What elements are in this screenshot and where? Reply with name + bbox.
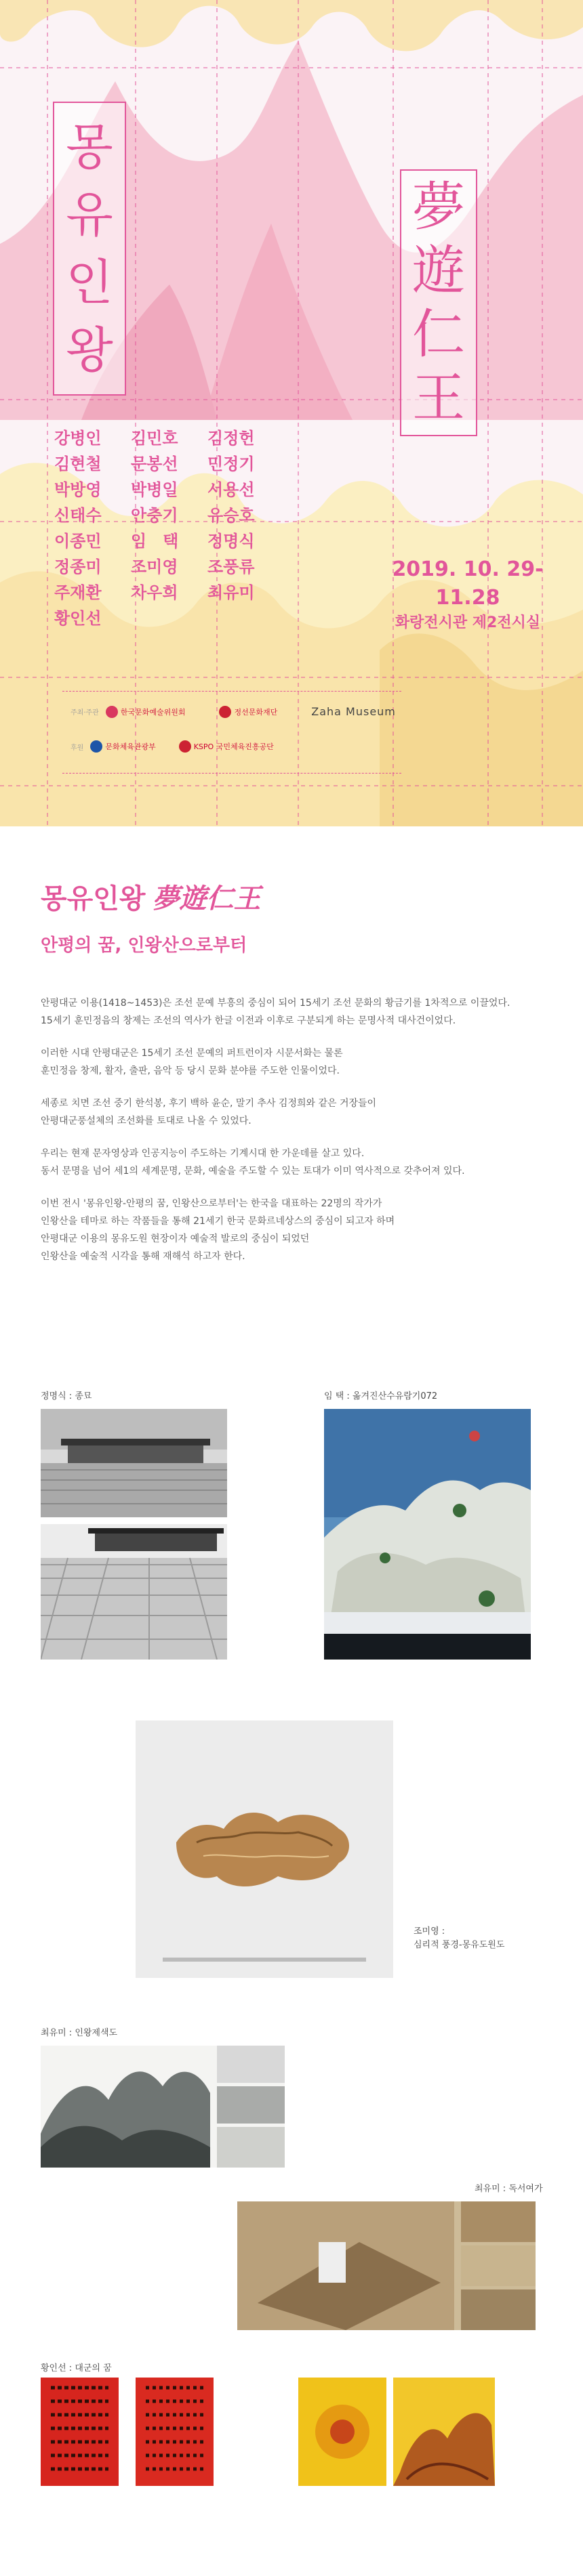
caption-choi-inwang: 최유미 : 인왕제색도 bbox=[41, 2028, 118, 2038]
artist-name: 신태수 bbox=[54, 506, 102, 525]
artist-name: 서용선 bbox=[207, 480, 255, 499]
article-title-hanja: 夢遊仁王 bbox=[152, 883, 261, 914]
exhibition-poster bbox=[0, 0, 583, 826]
article-paragraph: 세종로 치면 조선 중기 한석봉, 후기 백하 윤순, 말기 추사 김정희와 같은 거장들이 안평대군풍설체의 조선화를 토대로 나올 수 있었다. bbox=[41, 1098, 377, 1126]
sponsor-logo-mcst bbox=[90, 740, 155, 753]
arko-logo-icon bbox=[106, 706, 118, 718]
sponsor-row bbox=[71, 740, 274, 753]
sponsor-logos bbox=[62, 691, 401, 774]
artwork-jongmyo-2 bbox=[41, 1524, 227, 1660]
host-logo-arko bbox=[106, 706, 186, 718]
artwork-jo-psychological-landscape bbox=[136, 1720, 393, 1978]
artwork-choi-reading bbox=[237, 2201, 536, 2330]
exhibition-venue: 화랑전시관 제2전시실 bbox=[395, 614, 541, 631]
title-char: 몽 bbox=[66, 119, 113, 175]
sponsor-logo-kspo bbox=[179, 740, 274, 753]
artist-name: 조풍류 bbox=[207, 557, 255, 576]
artist-name: 임 택 bbox=[131, 532, 179, 551]
sponsor1-text: 문화체육관광부 bbox=[105, 742, 156, 751]
article-title bbox=[41, 881, 556, 917]
artist-name: 민정기 bbox=[207, 455, 255, 473]
artist-name: 최유미 bbox=[207, 583, 255, 602]
mcst-logo-icon bbox=[90, 740, 102, 753]
artist-name: 정명식 bbox=[207, 532, 255, 551]
article-section bbox=[41, 881, 556, 1280]
artist-name: 박병일 bbox=[131, 480, 178, 499]
artist-name: 주재환 bbox=[54, 583, 102, 602]
host-row bbox=[71, 705, 396, 718]
artist-name: 차우희 bbox=[131, 583, 178, 602]
title-char: 仁 bbox=[411, 304, 465, 365]
artist-name: 유승호 bbox=[207, 506, 255, 525]
artist-name: 황인선 bbox=[54, 609, 102, 628]
artist-name: 안충기 bbox=[131, 506, 178, 525]
caption-jo-title: 심리적 풍경-몽유도원도 bbox=[414, 1940, 505, 1950]
artwork-hwang-yellow-2 bbox=[393, 2378, 495, 2486]
artist-name: 김민호 bbox=[131, 429, 178, 448]
article-paragraph: 우리는 현재 문자영상과 인공지능이 주도하는 기계시대 한 가운데를 살고 있다. 동서 문명을 넘어 세1의 세계문명, 문화, 예술을 주도할 수 있는 토대가 이미 역사적으로 갖추어져 있다. bbox=[41, 1148, 465, 1177]
article-subtitle: 안평의 꿈, 인왕산으로부터 bbox=[41, 935, 247, 956]
poster-title-hanja bbox=[400, 169, 477, 436]
caption-hwang: 황인선 : 대군의 꿈 bbox=[41, 2363, 112, 2373]
artist-name: 조미영 bbox=[131, 557, 178, 576]
kspo-logo-icon bbox=[179, 740, 191, 753]
article-title-korean: 몽유인왕 bbox=[41, 883, 146, 914]
title-char: 유 bbox=[66, 186, 113, 243]
exhibition-date-venue bbox=[376, 555, 559, 634]
artist-name: 강병인 bbox=[54, 429, 102, 448]
caption-choi-reading: 최유미 : 독서여가 bbox=[475, 2184, 543, 2194]
poster-title-korean bbox=[53, 102, 126, 396]
artwork-hwang-calligraphy-1 bbox=[41, 2378, 119, 2486]
title-char: 왕 bbox=[66, 322, 113, 379]
sponsor-label: 후원 bbox=[71, 744, 84, 752]
artist-name: 문봉선 bbox=[131, 455, 178, 473]
artist-name: 김현철 bbox=[54, 455, 102, 473]
title-char: 遊 bbox=[411, 240, 465, 301]
article-body bbox=[41, 994, 556, 1265]
host-label: 주최·주관 bbox=[71, 709, 99, 717]
article-paragraph: 이러한 시대 안평대군은 15세기 조선 문예의 퍼트런이자 시문서화는 물론 훈민정음 창제, 활자, 출판, 음악 등 당시 문화 분야를 주도한 인물이었다. bbox=[41, 1048, 343, 1076]
artist-name: 김정헌 bbox=[207, 429, 255, 448]
artist-name: 박방영 bbox=[54, 480, 102, 499]
host1-text: 한국문화예술위원회 bbox=[120, 707, 186, 717]
article-paragraph: 안평대군 이용(1418~1453)은 조선 문예 부흥의 중심이 되어 15세기 조선 문화의 황금기를 1차적으로 이끌었다. 15세기 훈민정음의 창제는 조선의 역사가 한글 이전과 이후로 구분되게 하는 문명사적 대사건이었다. bbox=[41, 998, 510, 1026]
exhibition-date: 2019. 10. 29-11.28 bbox=[392, 557, 544, 610]
artist-name: 이종민 bbox=[54, 532, 102, 551]
zaha-museum-logo: Zaha Museum bbox=[311, 705, 396, 718]
artwork-lim-landscape bbox=[324, 1409, 531, 1660]
title-char: 夢 bbox=[411, 177, 465, 238]
host2-text: 정선문화재단 bbox=[234, 707, 278, 717]
title-char: 인 bbox=[66, 254, 113, 311]
artist-list bbox=[54, 427, 285, 630]
caption-jeong: 정명식 : 종묘 bbox=[41, 1391, 92, 1401]
artwork-choi-inwang bbox=[41, 2046, 285, 2168]
title-char: 王 bbox=[411, 368, 465, 429]
host-logo-jeongseon bbox=[219, 706, 277, 718]
caption-lim: 임 택 : 옮겨진산수유람기072 bbox=[324, 1391, 438, 1401]
article-paragraph: 이번 전시 '몽유인왕-안평의 꿈, 인왕산으로부터'는 한국을 대표하는 22명의 작가가 인왕산을 테마로 하는 작품들을 통해 21세기 한국 문화르네상스의 중심이 되고자 하며 안평대군 이용의 몽유도원 현장이자 예술적 발로의 중심이 되었던 인왕산을 예술적 시각을 통해 재해석 하고자 한다. bbox=[41, 1198, 395, 1262]
artwork-hwang-yellow-1 bbox=[298, 2378, 386, 2486]
artwork-hwang-calligraphy-2 bbox=[136, 2378, 214, 2486]
jeongseon-logo-icon bbox=[219, 706, 231, 718]
artist-name: 정종미 bbox=[54, 557, 102, 576]
artwork-jongmyo-1 bbox=[41, 1409, 227, 1517]
sponsor2-text: KSPO 국민체육진흥공단 bbox=[193, 742, 274, 751]
caption-jo-name: 조미영 : bbox=[414, 1926, 445, 1937]
